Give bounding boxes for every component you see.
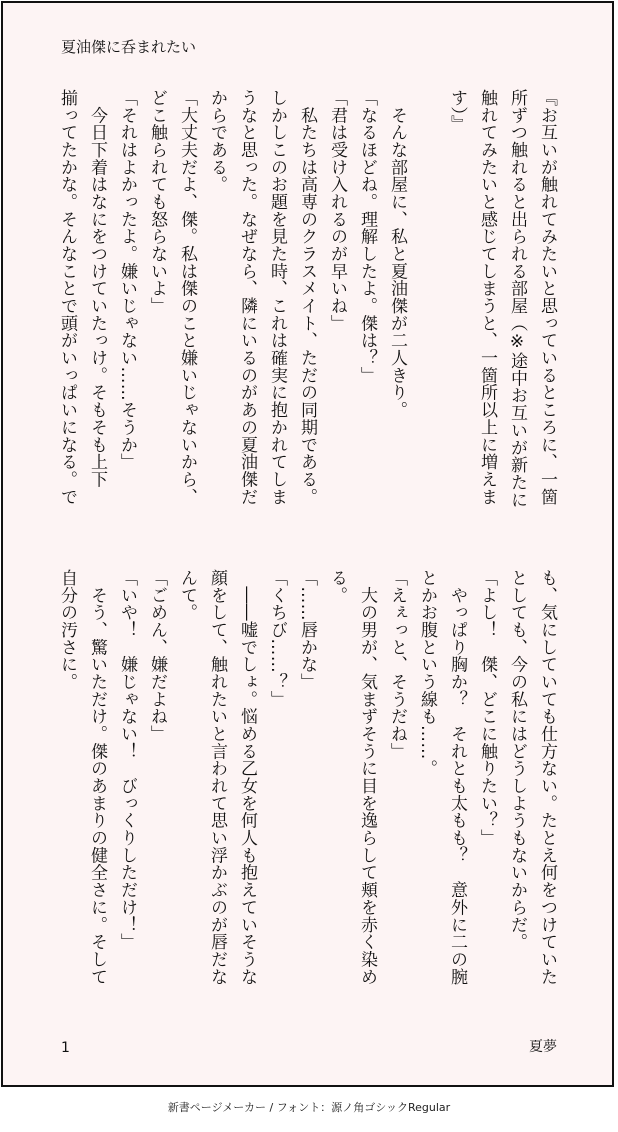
text-line: 「なるほどね。理解したよ。傑は？」 — [357, 89, 377, 384]
text-line: そんな部屋に、私と夏油傑が二人きり。 — [387, 89, 407, 419]
text-line: とかお腹という線も……。 — [417, 569, 437, 778]
text-line: うなと思った。なぜなら、隣にいるのがあの夏油傑だ — [237, 89, 257, 506]
text-line: す）』 — [447, 89, 467, 133]
text-line: どこ触られても怒らないよ」 — [147, 89, 167, 315]
text-line: 所ずつ触れると出られる部屋（※途中お互いが新たに — [507, 89, 527, 509]
text-line: んて。 — [177, 569, 197, 622]
text-line: ――嘘でしょ。悩める乙女を何人も抱えていそうな — [237, 569, 257, 986]
text-line: やっぱり胸か？ それとも太もも？ 意外に二の腕 — [447, 569, 467, 986]
text-line: 「大丈夫だよ、傑。私は傑のこと嫌いじゃないから、 — [177, 89, 197, 506]
novel-page — [1, 1, 614, 1087]
upper-text-block — [52, 89, 562, 539]
page-title: 夏油傑に呑まれたい — [61, 38, 197, 56]
text-line: 「くちび……？」 — [267, 569, 287, 708]
text-line: 私たちは高専のクラスメイト、ただの同期である。 — [297, 89, 317, 506]
lower-text-block — [52, 569, 562, 999]
text-line: 「それはよかったよ。嫌いじゃない……そうか」 — [117, 89, 137, 471]
author-name: 夏夢 — [529, 1039, 557, 1055]
text-line: からである。 — [207, 89, 227, 194]
text-line-blank — [412, 89, 442, 539]
text-line: 「君は受け入れるのが早いね」 — [327, 89, 347, 332]
text-line: としても、今の私にはどうしようもないからだ。 — [507, 569, 527, 951]
footer-credit: 新書ページメーカー / フォント：源ノ角ゴシックRegular — [167, 1101, 451, 1114]
text-line: も、気にしていても仕方ない。たとえ何をつけていた — [537, 569, 557, 986]
text-line: 「えぇっと、そうだね」 — [387, 569, 407, 760]
text-line: 「いや！ 嫌じゃない！ びっくりしただけ！」 — [117, 569, 137, 951]
text-line: そう、驚いただけ。傑のあまりの健全さに。そして — [87, 569, 107, 986]
text-line: る。 — [327, 569, 347, 604]
text-line: 今日下着はなにをつけていたっけ。そもそも上下 — [87, 89, 107, 488]
text-line: しかしこのお題を見た時、これは確実に抱かれてしま — [267, 89, 287, 506]
text-line: 触れてみたいと感じてしまうと、一箇所以上に増えま — [477, 89, 497, 506]
text-line: 顔をして、触れたいと言われて思い浮かぶのが唇だな — [207, 569, 227, 986]
page-number: 1 — [61, 1040, 70, 1056]
text-line: 揃ってたかな。そんなことで頭がいっぱいになる。で — [57, 89, 77, 506]
text-line: 「……唇かな」 — [297, 569, 317, 691]
text-line: 「ごめん、嫌だよね」 — [147, 569, 167, 743]
text-line: 大の男が、気まずそうに目を逸らして頬を赤く染め — [357, 569, 377, 986]
text-line: 「よし！ 傑、どこに触りたい？」 — [477, 569, 497, 847]
text-line: 『お互いが触れてみたいと思っているところに、一箇 — [537, 89, 557, 506]
text-line: 自分の汚さに。 — [57, 569, 77, 691]
